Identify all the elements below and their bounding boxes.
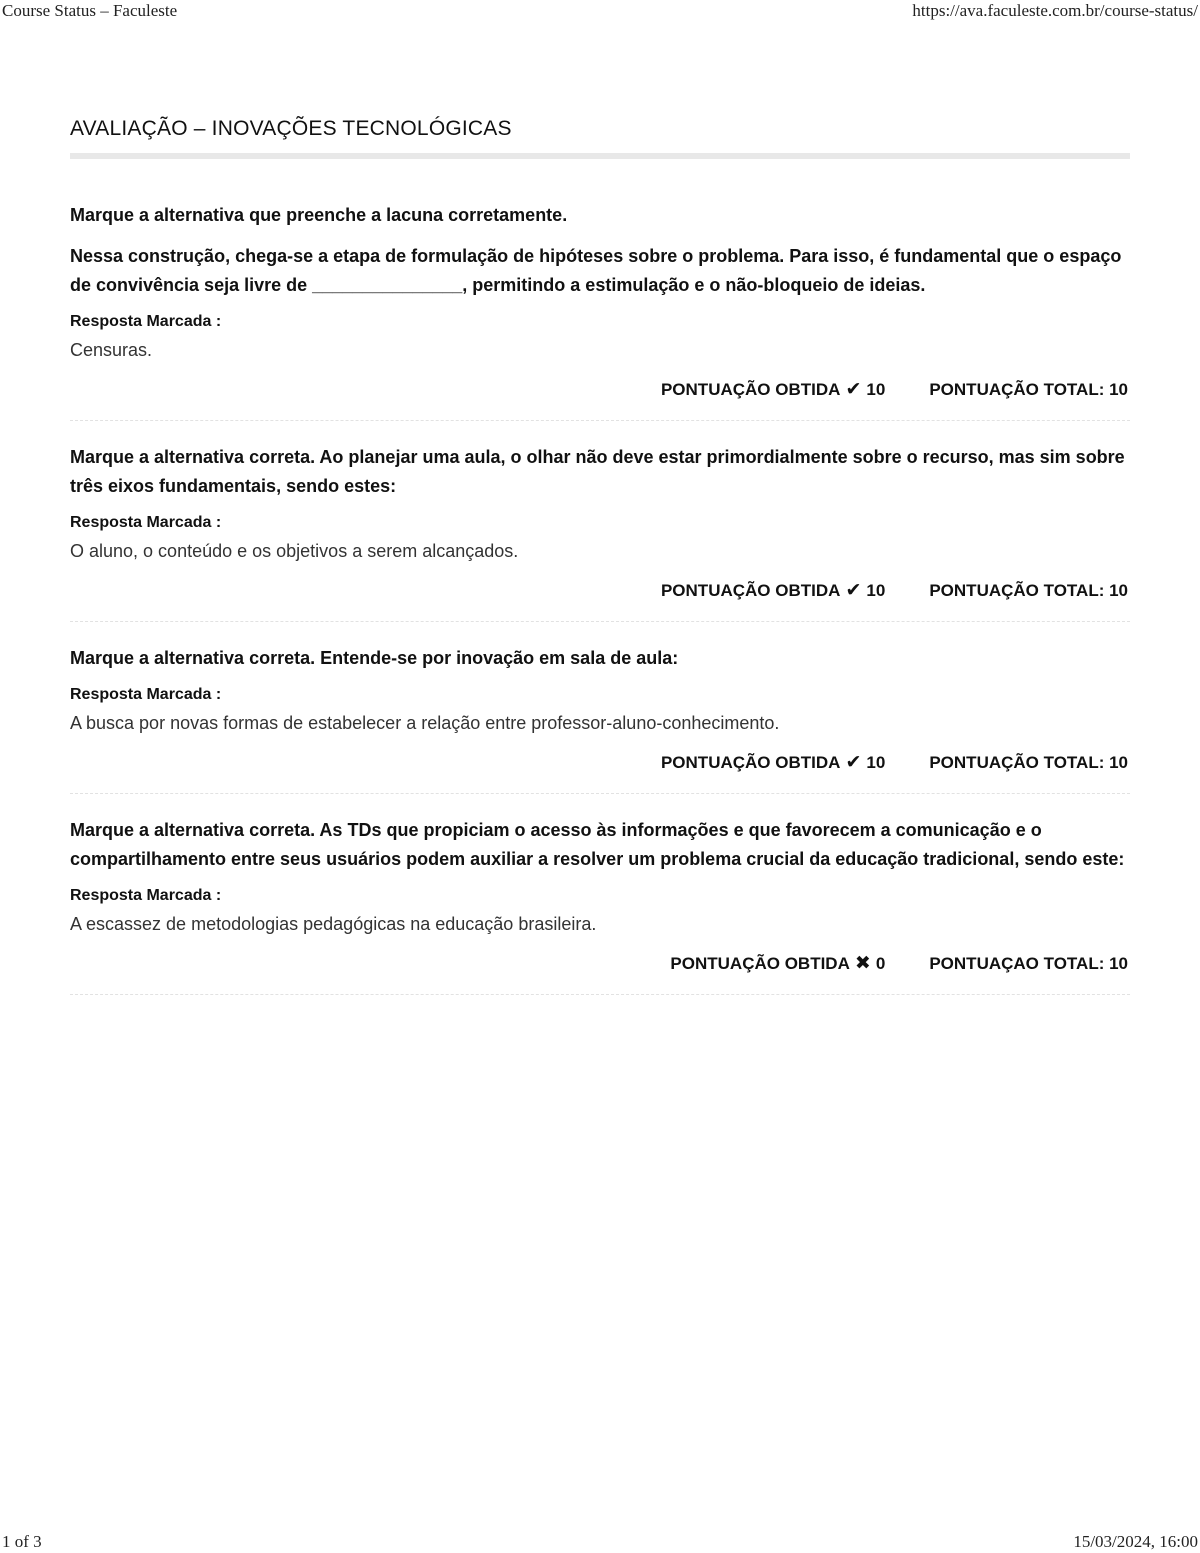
score-obtained xyxy=(670,952,885,976)
score-row xyxy=(70,378,1130,402)
question-item xyxy=(70,644,1130,794)
title-divider xyxy=(70,153,1130,159)
score-row xyxy=(70,579,1130,603)
score-total: PONTUAÇÃO TOTAL: 10 xyxy=(929,581,1128,600)
score-obtained-label: PONTUAÇÃO OBTIDA xyxy=(660,581,841,600)
print-url: https://ava.faculeste.com.br/course-status/ xyxy=(912,1,1198,20)
score-total: PONTUAÇAO TOTAL: 10 xyxy=(929,954,1128,973)
answer-label: Resposta Marcada : xyxy=(70,514,222,531)
course-status-content xyxy=(70,115,1130,1017)
question-prompt: Marque a alternativa que preenche a lacuna corretamente. xyxy=(70,205,568,225)
score-obtained-value: 10 xyxy=(866,380,886,399)
page-indicator: 1 of 3 xyxy=(2,1532,42,1551)
question-prompt: Marque a alternativa correta. As TDs que propiciam o acesso às informações e que favorecem a comunicação e o compartilhamento entre seus usuários podem auxiliar a resolver um problema crucial da educação tradicional, sendo este: xyxy=(70,820,1125,869)
score-row xyxy=(70,952,1130,976)
score-obtained-value: 10 xyxy=(866,753,886,772)
answer-label: Resposta Marcada : xyxy=(70,887,222,904)
check-icon: ✔ xyxy=(845,580,862,601)
score-obtained-label: PONTUAÇÃO OBTIDA xyxy=(660,380,841,399)
marked-answer: A escassez de metodologias pedagógicas na educação brasileira. xyxy=(70,914,597,934)
score-obtained-label: PONTUAÇÃO OBTIDA xyxy=(670,954,850,973)
print-header xyxy=(0,1,1200,23)
score-row xyxy=(70,751,1130,775)
score-obtained-value: 0 xyxy=(875,954,886,973)
score-obtained-value: 10 xyxy=(866,581,886,600)
question-item xyxy=(70,201,1130,421)
score-obtained xyxy=(661,751,885,775)
check-icon: ✔ xyxy=(845,752,862,773)
question-item xyxy=(70,443,1130,622)
answer-label: Resposta Marcada : xyxy=(70,313,222,330)
question-prompt: Nessa construção, chega-se a etapa de formulação de hipóteses sobre o problema. Para isso, é fundamental que o espaço de convivência seja livre de _______________, permitindo a estimulação e o não-bloqueio de ideias. xyxy=(70,246,1122,295)
marked-answer: Censuras. xyxy=(70,340,153,360)
print-footer xyxy=(0,1530,1200,1552)
marked-answer: A busca por novas formas de estabelecer a relação entre professor-aluno-conhecimento. xyxy=(70,713,780,733)
page-title: AVALIAÇÃO – INOVAÇÕES TECNOLÓGICAS xyxy=(70,117,512,140)
marked-answer: O aluno, o conteúdo e os objetivos a serem alcançados. xyxy=(70,541,519,561)
print-tab-title: Course Status – Faculeste xyxy=(2,1,178,20)
question-prompt: Marque a alternativa correta. Ao planejar uma aula, o olhar não deve estar primordialmente sobre o recurso, mas sim sobre três eixos fundamentais, sendo estes: xyxy=(70,447,1125,496)
score-obtained-label: PONTUAÇÃO OBTIDA xyxy=(660,753,841,772)
print-datetime: 15/03/2024, 16:00 xyxy=(1073,1532,1198,1551)
score-total: PONTUAÇÃO TOTAL: 10 xyxy=(929,753,1128,772)
question-item xyxy=(70,816,1130,995)
question-prompt: Marque a alternativa correta. Entende-se por inovação em sala de aula: xyxy=(70,648,679,668)
score-obtained xyxy=(661,378,885,402)
score-total: PONTUAÇÃO TOTAL: 10 xyxy=(929,380,1128,399)
score-obtained xyxy=(661,579,885,603)
answer-label: Resposta Marcada : xyxy=(70,686,222,703)
check-icon: ✔ xyxy=(845,379,862,400)
cross-icon: ✖ xyxy=(854,953,871,974)
